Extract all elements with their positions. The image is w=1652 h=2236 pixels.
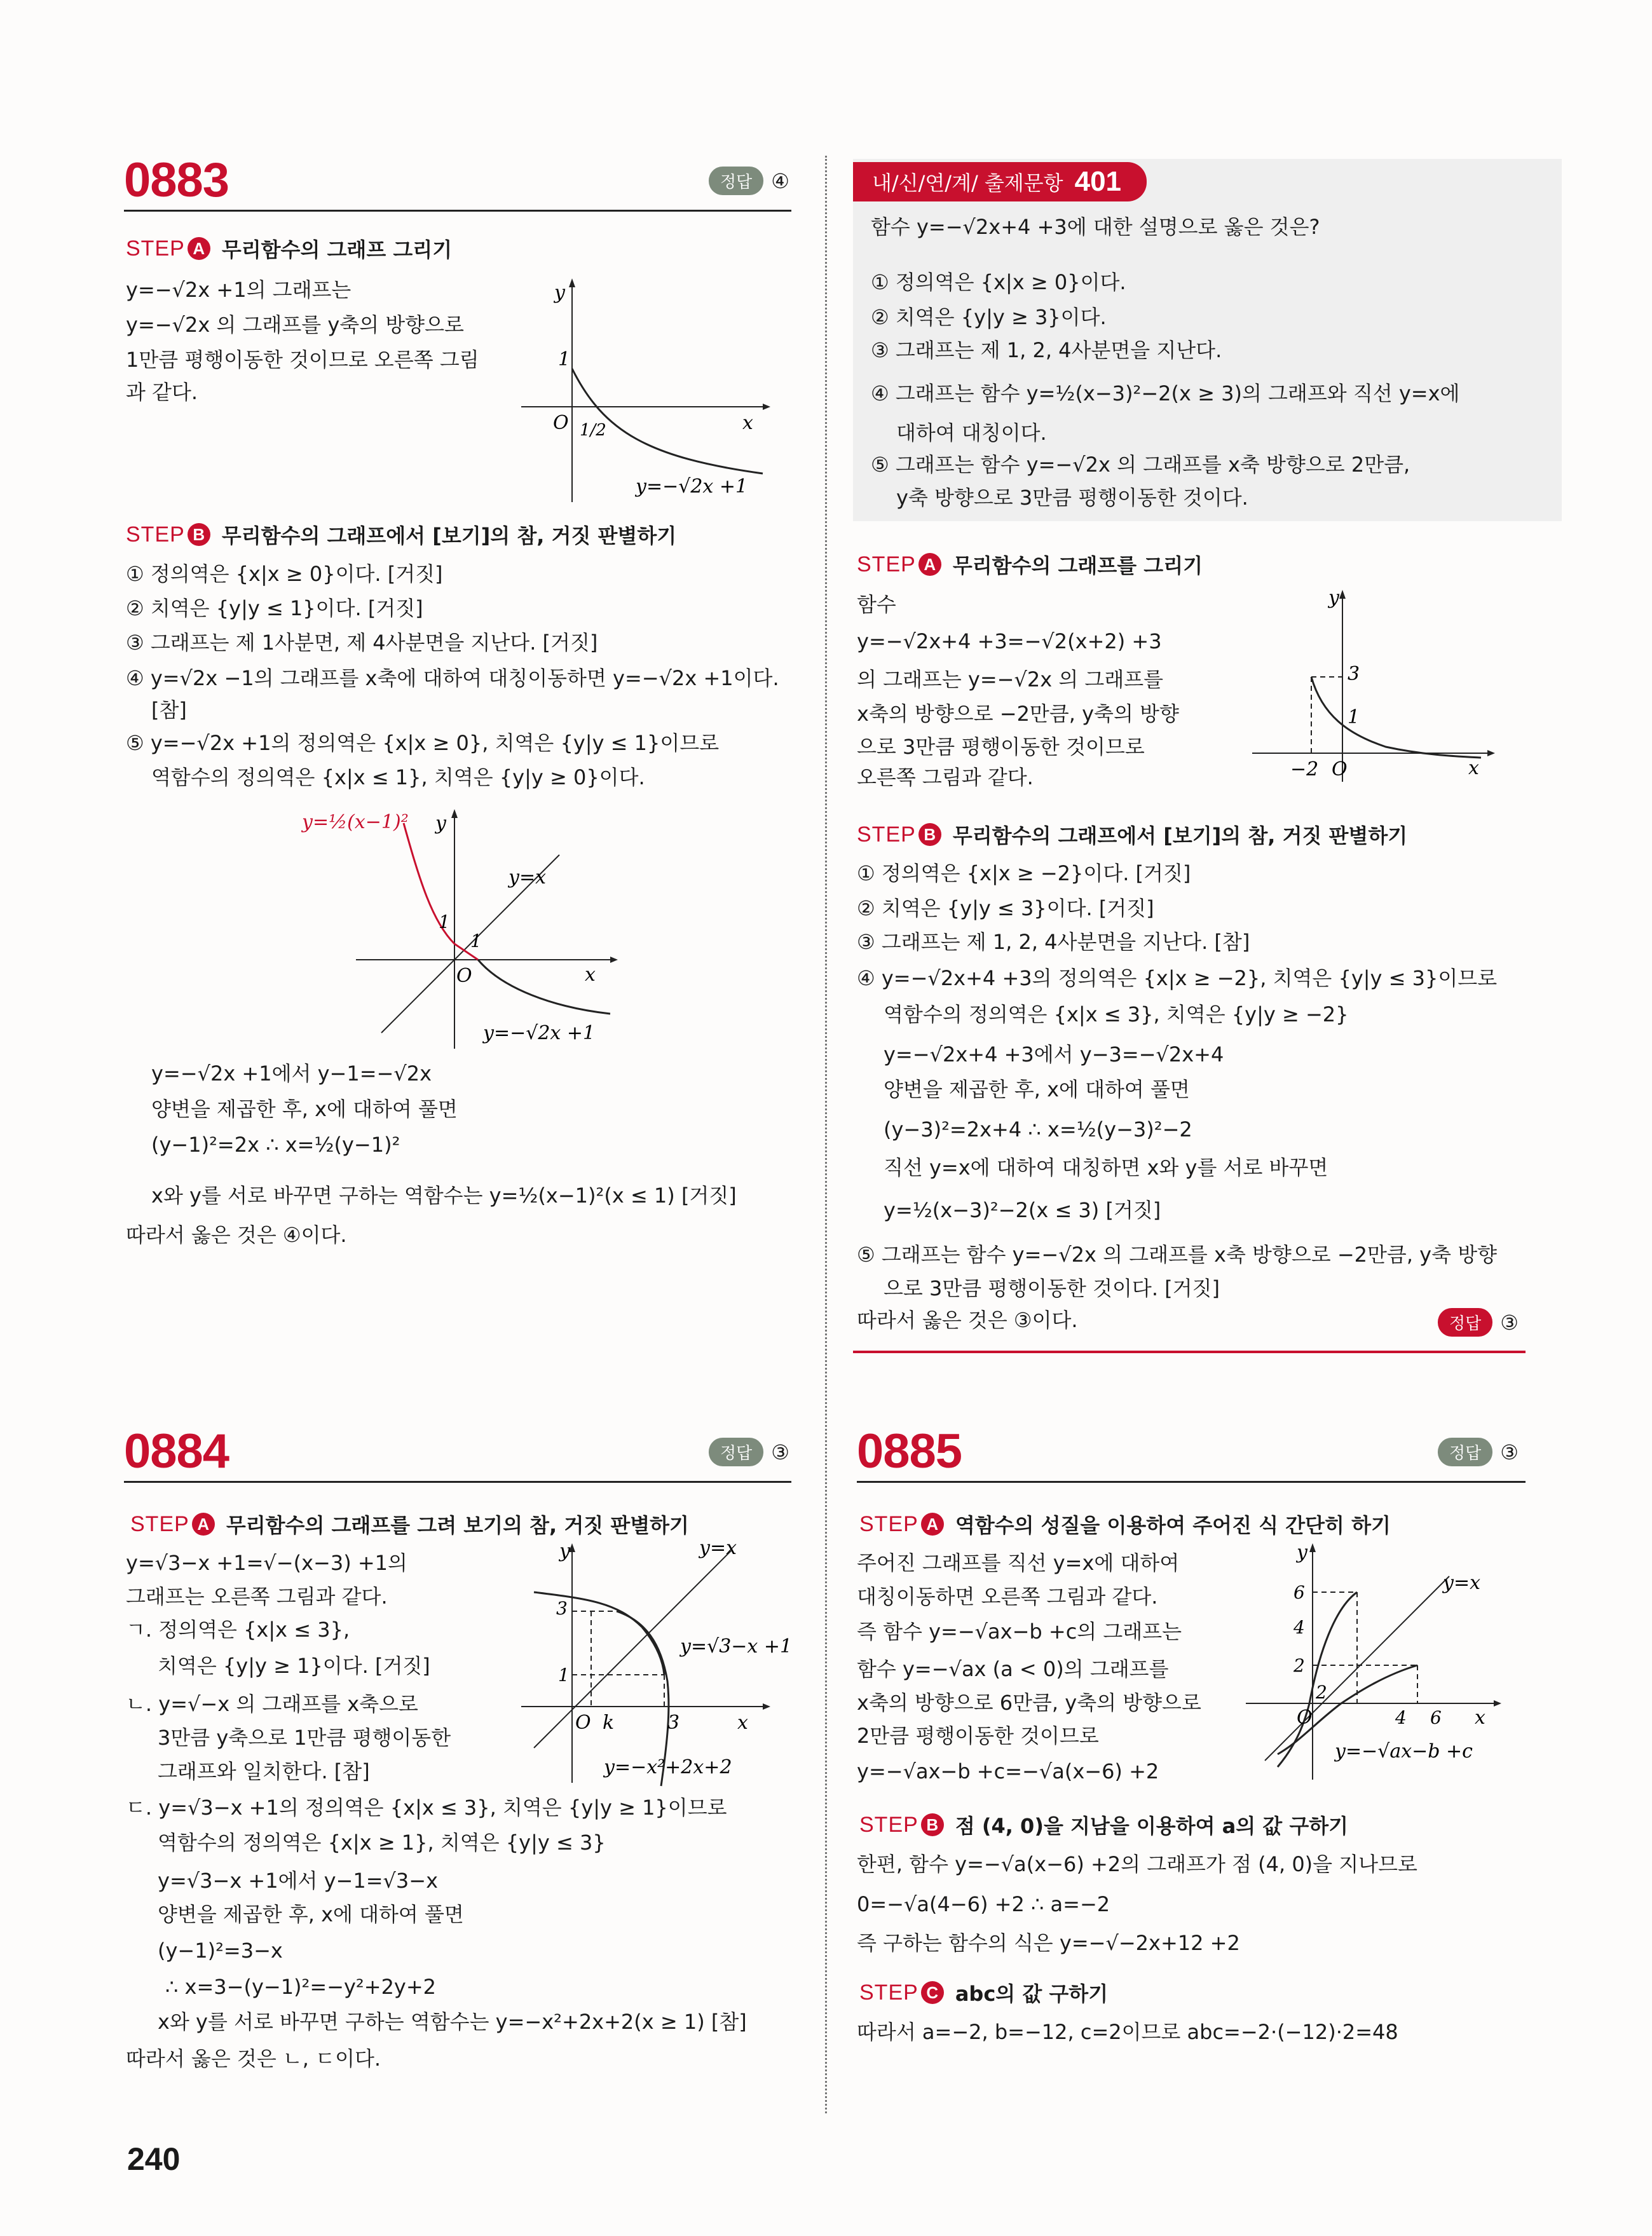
line-label: y=x bbox=[699, 1538, 737, 1559]
text-line: y=√3−x +1=√−(x−3) +1의 bbox=[126, 1551, 407, 1575]
answer-value: ③ bbox=[771, 1440, 789, 1464]
choice-line: ⑤ y=−√2x +1의 정의역은 {x|x ≥ 0}, 치역은 {y|y ≤ 1}이므로 bbox=[126, 731, 720, 755]
answer-401 bbox=[1438, 1308, 1519, 1337]
choice-line: (y−3)²=2x+4 ∴ x=½(y−3)²−2 bbox=[884, 1117, 1192, 1142]
text-line: 대칭이동하면 오른쪽 그림과 같다. bbox=[857, 1585, 1158, 1609]
y-six-label: 6 bbox=[1294, 1582, 1305, 1603]
graph-0884 bbox=[509, 1538, 807, 1792]
y-one-label: 1 bbox=[1348, 706, 1360, 728]
text-line: 1만큼 평행이동한 것이므로 오른쪽 그림 bbox=[126, 348, 479, 372]
axis-y-label: y bbox=[554, 282, 565, 304]
curve1-label: y=√3−x +1 bbox=[680, 1635, 793, 1658]
graph-401 bbox=[1246, 585, 1500, 788]
text-line: 2만큼 평행이동한 것이므로 bbox=[857, 1724, 1099, 1748]
column-divider bbox=[825, 156, 827, 2113]
x-four-label: 4 bbox=[1395, 1707, 1407, 1728]
text-line: x와 y를 서로 바꾸면 구하는 역함수는 y=−x²+2x+2(x ≥ 1) [참] bbox=[158, 2010, 747, 2034]
choice-line: 양변을 제곱한 후, x에 대하여 풀면 bbox=[884, 1077, 1190, 1101]
problem-number-0885: 0885 bbox=[857, 1424, 962, 1478]
text-line: x축의 방향으로 −2만큼, y축의 방향 bbox=[857, 702, 1179, 726]
text-line: 역함수의 정의역은 {x|x ≥ 1}, 치역은 {y|y ≤ 3} bbox=[158, 1830, 606, 1855]
solution-line: (y−1)²=2x ∴ x=½(y−1)² bbox=[151, 1133, 400, 1157]
k-label: k bbox=[603, 1712, 615, 1734]
answer-label: 정답 bbox=[1438, 1308, 1492, 1337]
step-b-401: STEP B 무리함수의 그래프에서 [보기]의 참, 거짓 판별하기 bbox=[857, 822, 1408, 848]
text-line: ㄴ. y=√−x 의 그래프를 x축으로 bbox=[126, 1692, 418, 1716]
step-a-0884: STEP A 무리함수의 그래프를 그려 보기의 참, 거짓 판별하기 bbox=[130, 1511, 689, 1537]
text-line: 즉 구하는 함수의 식은 y=−√−2x+12 +2 bbox=[857, 1931, 1240, 1955]
choice-line: ③ 그래프는 제 1사분면, 제 4사분면을 지난다. [거짓] bbox=[126, 631, 598, 655]
text-line: ㄷ. y=√3−x +1의 정의역은 {x|x ≤ 3}, 치역은 {y|y ≥ 1}이므로 bbox=[126, 1796, 727, 1820]
curve2-label: y=−x²+2x+2 bbox=[604, 1756, 732, 1778]
text-line: x축의 방향으로 6만큼, y축의 방향으로 bbox=[857, 1691, 1201, 1715]
choice-line: ② 치역은 {y|y ≤ 1}이다. [거짓] bbox=[126, 596, 423, 620]
step-b-0883: STEP B 무리함수의 그래프에서 [보기]의 참, 거짓 판별하기 bbox=[126, 522, 677, 548]
text-line: (y−1)²=3−x bbox=[158, 1939, 283, 1963]
choice-line: 으로 3만큼 평행이동한 것이다. [거짓] bbox=[884, 1276, 1220, 1300]
axis-y-label: y bbox=[1328, 587, 1339, 609]
choice-line: ④ 그래프는 함수 y=½(x−3)²−2(x ≥ 3)의 그래프와 직선 y=x에 bbox=[871, 381, 1460, 406]
question-text: 함수 y=−√2x+4 +3에 대한 설명으로 옳은 것은? bbox=[871, 215, 1320, 239]
text-line: 함수 y=−√ax (a < 0)의 그래프를 bbox=[857, 1657, 1169, 1681]
text-line: 으로 3만큼 평행이동한 것이므로 bbox=[857, 735, 1145, 759]
text-line: 그래프와 일치한다. [참] bbox=[158, 1759, 370, 1783]
choice-line: y축 방향으로 3만큼 평행이동한 것이다. bbox=[896, 486, 1248, 510]
choice-line: ⑤ 그래프는 함수 y=−√2x 의 그래프를 x축 방향으로 −2만큼, y축 방향 bbox=[857, 1243, 1498, 1267]
choice-line: ③ 그래프는 제 1, 2, 4사분면을 지난다. [참] bbox=[857, 930, 1250, 954]
axis-y-label: y bbox=[435, 812, 446, 835]
origin-label: O bbox=[575, 1712, 591, 1734]
x-six-label: 6 bbox=[1430, 1707, 1442, 1728]
answer-0883 bbox=[709, 167, 789, 195]
text-line: 따라서 옳은 것은 ㄴ, ㄷ이다. bbox=[126, 2047, 381, 2071]
text-line: y=√3−x +1에서 y−1=√3−x bbox=[158, 1869, 439, 1893]
line-label: y=x bbox=[1443, 1572, 1481, 1594]
line-label: y=x bbox=[509, 866, 547, 889]
axis-x-label: x bbox=[1468, 757, 1479, 779]
axis-y-label: y bbox=[1297, 1541, 1307, 1564]
curve-label: y=−√2x +1 bbox=[483, 1022, 596, 1044]
y-one-label: 1 bbox=[558, 1665, 570, 1686]
problem-number-0883: 0883 bbox=[124, 153, 229, 207]
step-a-401: STEP A 무리함수의 그래프를 그리기 bbox=[857, 552, 1203, 578]
choice-line: y=½(x−3)²−2(x ≤ 3) [거짓] bbox=[884, 1198, 1161, 1222]
choice-line: ① 정의역은 {x|x ≥ −2}이다. [거짓] bbox=[857, 861, 1191, 885]
origin-label: O bbox=[456, 965, 472, 987]
choice-line: 역함수의 정의역은 {x|x ≤ 1}, 치역은 {y|y ≥ 0}이다. bbox=[151, 765, 645, 789]
text-line: ∴ x=3−(y−1)²=−y²+2y+2 bbox=[165, 1975, 437, 1999]
x-two-label: 2 bbox=[1316, 1682, 1327, 1703]
text-line: 과 같다. bbox=[126, 380, 198, 404]
text-line: 의 그래프는 y=−√2x 의 그래프를 bbox=[857, 667, 1164, 692]
choice-line: 직선 y=x에 대하여 대칭하면 x와 y를 서로 바꾸면 bbox=[884, 1155, 1328, 1180]
choice-line: [참] bbox=[151, 698, 187, 722]
answer-0884 bbox=[709, 1438, 789, 1466]
choice-line: ③ 그래프는 제 1, 2, 4사분면을 지난다. bbox=[871, 338, 1222, 362]
problem-rule-0885 bbox=[857, 1481, 1526, 1483]
page-number: 240 bbox=[127, 2141, 181, 2177]
answer-label: 정답 bbox=[709, 167, 763, 195]
choice-line: ② 치역은 {y|y ≤ 3}이다. [거짓] bbox=[857, 896, 1154, 920]
text-line: y=−√2x +1의 그래프는 bbox=[126, 278, 352, 302]
choice-line: 따라서 옳은 것은 ③이다. bbox=[857, 1308, 1078, 1332]
origin-label: O bbox=[1297, 1707, 1313, 1729]
origin-label: O bbox=[553, 412, 569, 434]
problem-rule-0884 bbox=[124, 1481, 791, 1483]
text-line: 따라서 a=−2, b=−12, c=2이므로 abc=−2·(−12)·2=48 bbox=[857, 2020, 1398, 2044]
y-four-label: 4 bbox=[1294, 1617, 1305, 1638]
choice-line: ① 정의역은 {x|x ≥ 0}이다. [거짓] bbox=[126, 562, 443, 586]
linked-question-tag: 내/신/연/계/ 출제문항 401 bbox=[853, 162, 1147, 201]
answer-label: 정답 bbox=[1438, 1438, 1492, 1466]
solution-line: 따라서 옳은 것은 ④이다. bbox=[126, 1223, 347, 1247]
text-line: 양변을 제곱한 후, x에 대하여 풀면 bbox=[158, 1902, 464, 1926]
text-line: 오른쪽 그림과 같다. bbox=[857, 765, 1034, 789]
text-line: 3만큼 y축으로 1만큼 평행이동한 bbox=[158, 1726, 451, 1750]
question-box-bottom-rule bbox=[853, 1351, 1526, 1353]
axis-y-label: y bbox=[559, 1540, 570, 1562]
y-intercept-label: 1 bbox=[558, 348, 571, 371]
graph-0883-b bbox=[292, 798, 623, 1052]
curve-label: y=−√ax−b +c bbox=[1335, 1740, 1473, 1762]
x-m2-label: −2 bbox=[1290, 758, 1319, 781]
origin-label: O bbox=[1332, 758, 1348, 781]
step-a-0885: STEP A 역함수의 성질을 이용하여 주어진 식 간단히 하기 bbox=[859, 1511, 1391, 1537]
text-line: 즉 함수 y=−√ax−b +c의 그래프는 bbox=[857, 1619, 1182, 1644]
text-line: y=−√ax−b +c=−√a(x−6) +2 bbox=[857, 1759, 1159, 1783]
axis-x-label: x bbox=[742, 412, 753, 434]
text-line: ㄱ. 정의역은 {x|x ≤ 3}, bbox=[126, 1618, 350, 1642]
step-c-0885: STEP C abc의 값 구하기 bbox=[859, 1980, 1109, 2006]
text-line: 그래프는 오른쪽 그림과 같다. bbox=[126, 1585, 388, 1609]
answer-label: 정답 bbox=[709, 1438, 763, 1466]
axis-x-label: x bbox=[585, 964, 596, 986]
solution-line: 양변을 제곱한 후, x에 대하여 풀면 bbox=[151, 1097, 458, 1121]
choice-line: ① 정의역은 {x|x ≥ 0}이다. bbox=[871, 270, 1126, 294]
axis-x-label: x bbox=[1475, 1707, 1485, 1729]
y-three-label: 3 bbox=[1348, 663, 1360, 685]
answer-0885 bbox=[1438, 1438, 1519, 1466]
y-one-label: 1 bbox=[439, 911, 450, 932]
y-three-label: 3 bbox=[556, 1598, 568, 1619]
problem-number-0884: 0884 bbox=[124, 1424, 229, 1478]
y-two-label: 2 bbox=[1294, 1655, 1305, 1676]
text-line: y=−√2x+4 +3=−√2(x+2) +3 bbox=[857, 629, 1162, 653]
x-intercept-label: 1/2 bbox=[580, 421, 606, 440]
red-curve-label: y=½(x−1)² bbox=[302, 811, 409, 833]
graph-0885 bbox=[1239, 1538, 1519, 1786]
answer-value: ③ bbox=[1500, 1310, 1519, 1335]
text-line: y=−√2x 의 그래프를 y축의 방향으로 bbox=[126, 313, 464, 337]
x-three-label: 3 bbox=[667, 1712, 680, 1734]
choice-line: 역함수의 정의역은 {x|x ≤ 3}, 치역은 {y|y ≥ −2} bbox=[884, 1002, 1349, 1026]
choice-line: ④ y=−√2x+4 +3의 정의역은 {x|x ≥ −2}, 치역은 {y|y ≤ 3}이므로 bbox=[857, 966, 1498, 990]
choice-line: 대하여 대칭이다. bbox=[896, 421, 1047, 445]
solution-line: x와 y를 서로 바꾸면 구하는 역함수는 y=½(x−1)²(x ≤ 1) [거짓] bbox=[151, 1183, 737, 1208]
answer-value: ③ bbox=[1500, 1440, 1519, 1464]
step-a-0883: STEP A 무리함수의 그래프 그리기 bbox=[126, 236, 453, 262]
answer-value: ④ bbox=[771, 168, 789, 193]
text-line: 한편, 함수 y=−√a(x−6) +2의 그래프가 점 (4, 0)을 지나므로 bbox=[857, 1852, 1417, 1876]
solution-line: y=−√2x +1에서 y−1=−√2x bbox=[151, 1061, 432, 1086]
graph-0883-a bbox=[509, 273, 801, 508]
curve-label: y=−√2x +1 bbox=[636, 475, 748, 498]
text-line: 주어진 그래프를 직선 y=x에 대하여 bbox=[857, 1551, 1180, 1575]
text-line: 치역은 {y|y ≥ 1}이다. [거짓] bbox=[158, 1654, 430, 1678]
choice-line: ⑤ 그래프는 함수 y=−√2x 의 그래프를 x축 방향으로 2만큼, bbox=[871, 453, 1410, 477]
choice-line: y=−√2x+4 +3에서 y−3=−√2x+4 bbox=[884, 1042, 1224, 1067]
problem-rule-0883 bbox=[124, 210, 791, 212]
x-one-label: 1 bbox=[470, 931, 482, 951]
text-line: 함수 bbox=[857, 592, 896, 617]
text-line: 0=−√a(4−6) +2 ∴ a=−2 bbox=[857, 1892, 1110, 1916]
step-b-0885: STEP B 점 (4, 0)을 지남을 이용하여 a의 값 구하기 bbox=[859, 1812, 1349, 1838]
choice-line: ② 치역은 {y|y ≥ 3}이다. bbox=[871, 305, 1107, 329]
axis-x-label: x bbox=[737, 1712, 748, 1734]
choice-line: ④ y=√2x −1의 그래프를 x축에 대하여 대칭이동하면 y=−√2x +1이다. bbox=[126, 666, 779, 690]
